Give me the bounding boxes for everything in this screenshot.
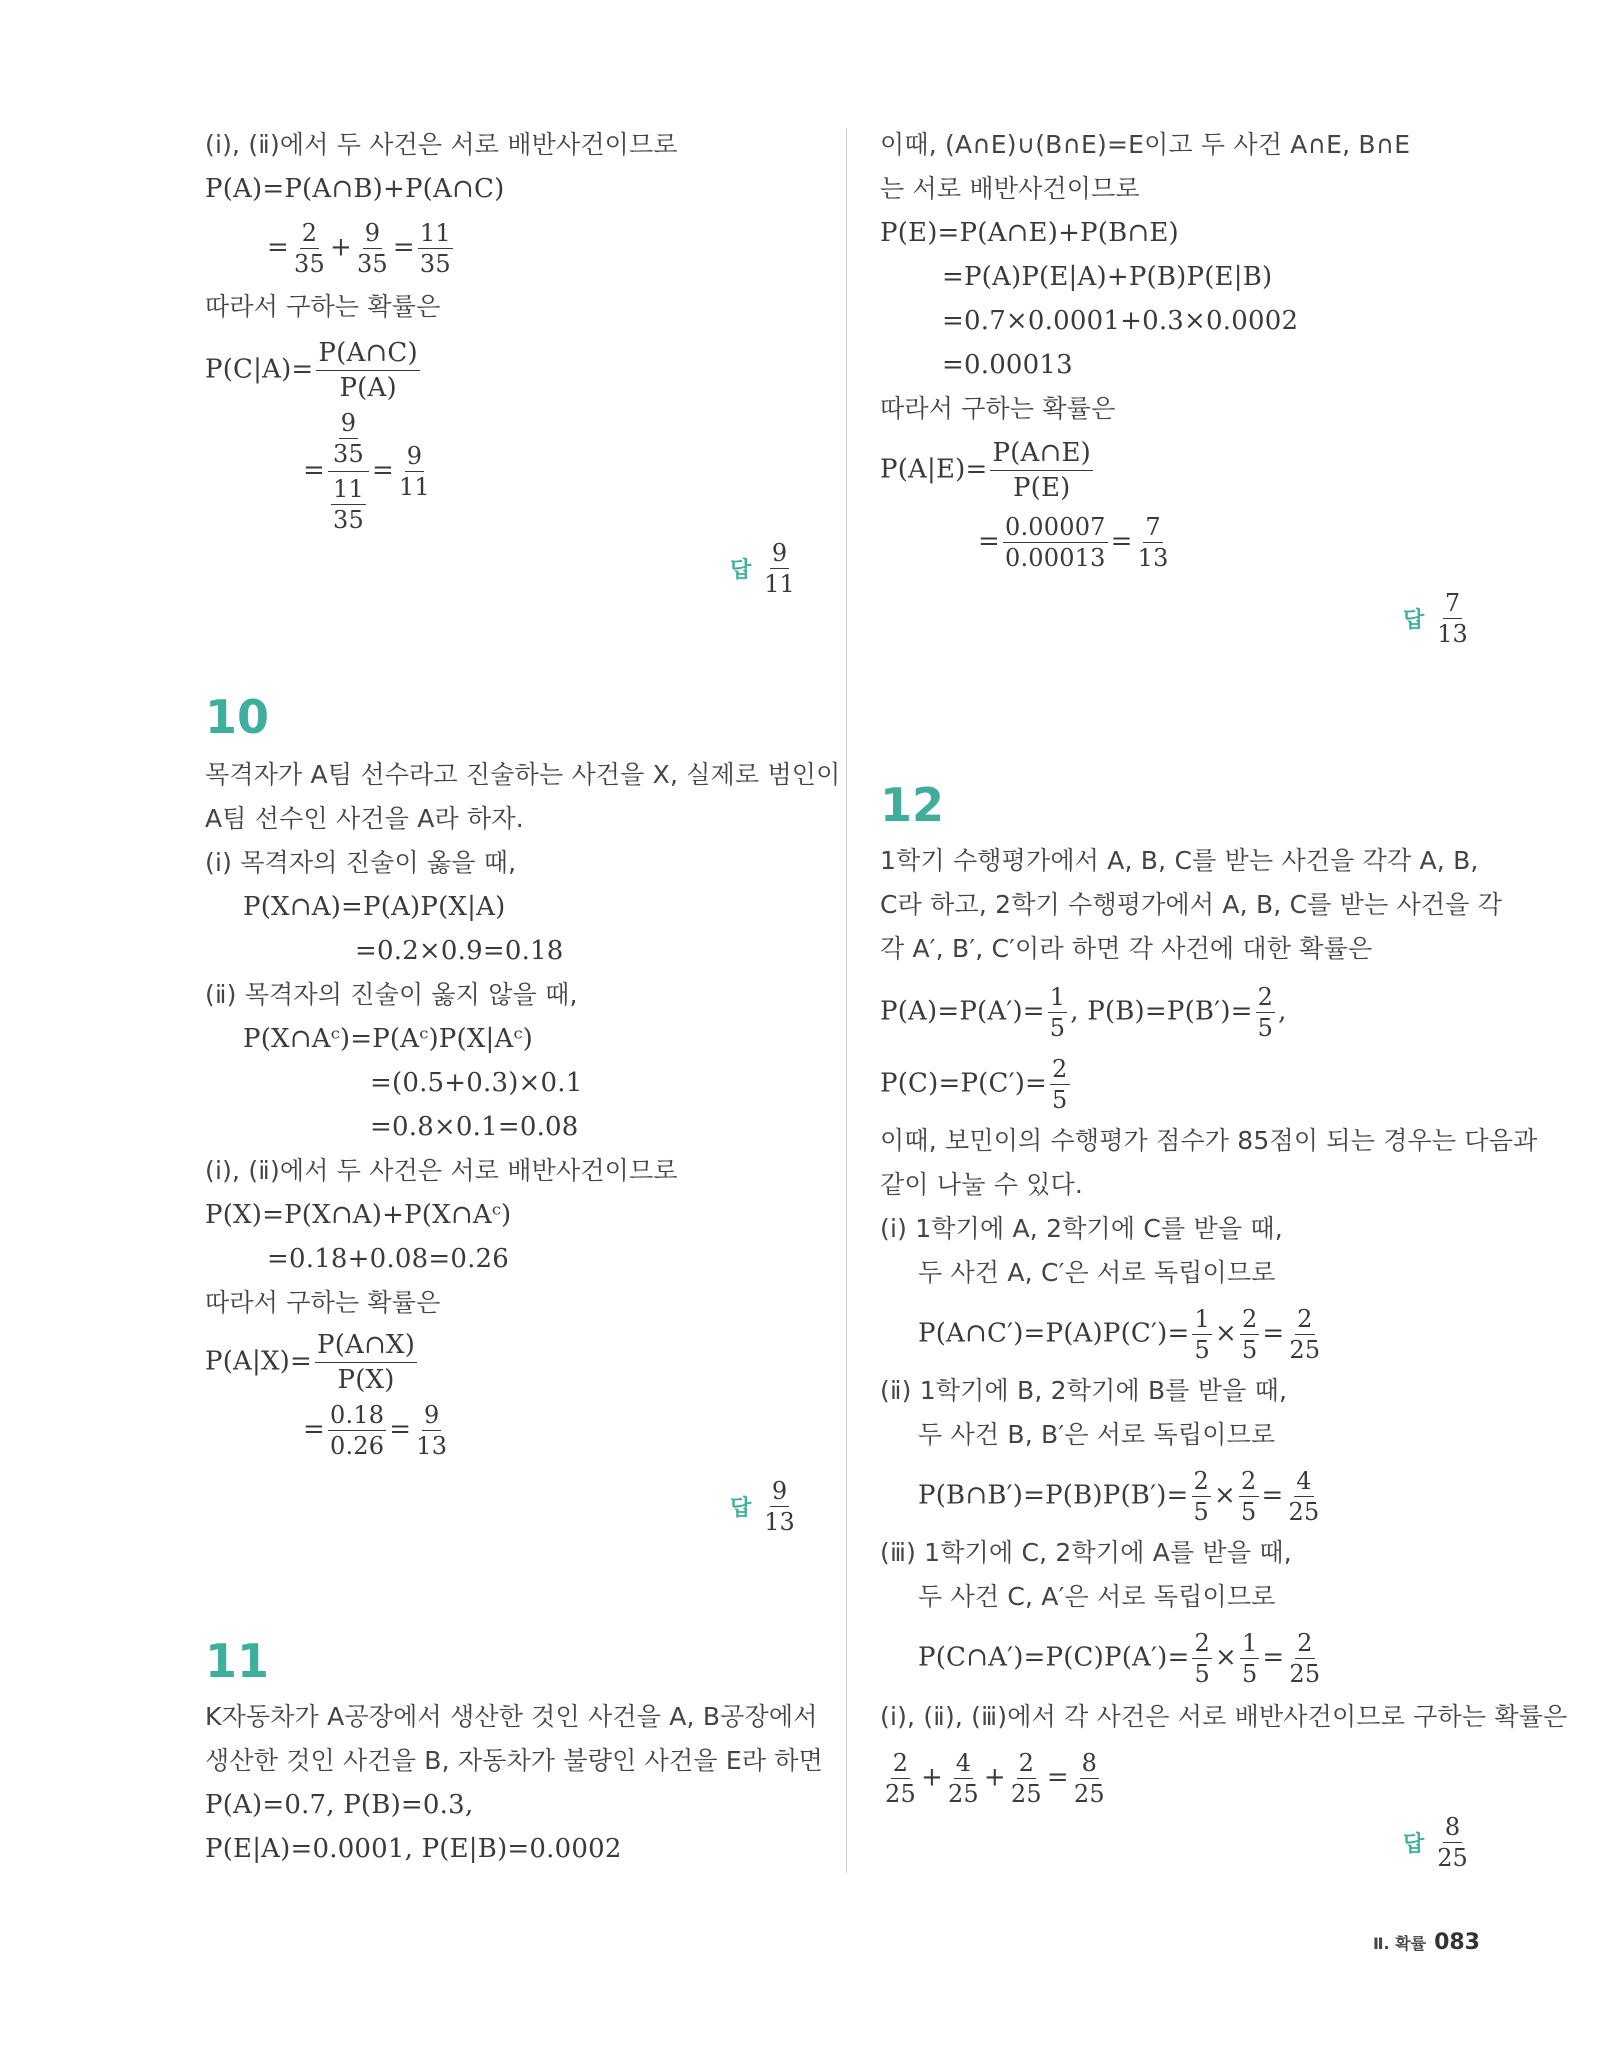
equation-line: P(C|A)= $\frac{P(A\cap C)}{P(A)}$ bbox=[205, 338, 418, 403]
equation-line: =0.18+0.08=0.26 bbox=[267, 1244, 510, 1274]
equation-line: P(A∩C′)=P(A)P(C′)= $\frac{1}{5}$ × $\frac{2}{5}$ = $\frac{2}{25}$ bbox=[918, 1305, 1321, 1364]
text-line: (ⅰ) 1학기에 A, 2학기에 C를 받을 때, bbox=[880, 1214, 1283, 1243]
text-line: 두 사건 B, B′은 서로 독립이므로 bbox=[918, 1420, 1276, 1449]
problem-number: 12 bbox=[880, 778, 945, 832]
answer-mark: 답 bbox=[730, 558, 752, 583]
text-line: 두 사건 C, A′은 서로 독립이므로 bbox=[918, 1582, 1276, 1611]
equation-line: P(X∩A)=P(A)P(X|A) bbox=[243, 892, 506, 922]
equation-line: = $\frac{2}{35}$ + $\frac{9}{35}$ = $\frac{11}{35}$ bbox=[267, 219, 451, 278]
equation-line: =0.7×0.0001+0.3×0.0002 bbox=[942, 306, 1299, 336]
text-line: 생산한 것인 사건을 B, 자동차가 불량인 사건을 E라 하면 bbox=[205, 1746, 824, 1775]
text-line: 따라서 구하는 확률은 bbox=[205, 1288, 441, 1317]
problem-number: 10 bbox=[205, 690, 270, 744]
answer-box: 답 $\frac{8}{25}$ bbox=[1403, 1813, 1468, 1872]
answer-box: 답 $\frac{9}{13}$ bbox=[730, 1477, 795, 1536]
text-line: (ⅱ) 1학기에 B, 2학기에 B를 받을 때, bbox=[880, 1376, 1288, 1405]
text-line: 이때, 보민이의 수행평가 점수가 85점이 되는 경우는 다음과 bbox=[880, 1126, 1538, 1155]
equation-line: P(X∩Aᶜ)=P(Aᶜ)P(X|Aᶜ) bbox=[243, 1024, 534, 1054]
page-footer bbox=[1373, 1930, 1480, 1955]
text-line: (ⅱ) 목격자의 진술이 옳지 않을 때, bbox=[205, 980, 578, 1009]
equation-line: $\frac{2}{25}$ + $\frac{4}{25}$ + $\frac{2}{25}$ = $\frac{8}{25}$ bbox=[885, 1749, 1105, 1808]
equation-line: P(E)=P(A∩E)+P(B∩E) bbox=[880, 218, 1179, 248]
equation-line: P(X)=P(X∩A)+P(X∩Aᶜ) bbox=[205, 1200, 512, 1230]
text-line: (ⅰ), (ⅱ), (ⅲ)에서 각 사건은 서로 배반사건이므로 구하는 확률은 bbox=[880, 1702, 1568, 1731]
equation-line: P(A)=0.7, P(B)=0.3, bbox=[205, 1790, 474, 1820]
text-line: 1학기 수행평가에서 A, B, C를 받는 사건을 각각 A, B, bbox=[880, 846, 1479, 875]
equation-line: = $\frac{0.00007}{0.00013}$ = $\frac{7}{13}$ bbox=[978, 513, 1169, 572]
equation-line: = $\frac{\frac{9}{35}}{\frac{11}{35}}$ = $\frac{9}{11}$ bbox=[303, 409, 430, 534]
text-line: 두 사건 A, C′은 서로 독립이므로 bbox=[918, 1258, 1276, 1287]
equation-line: =P(A)P(E|A)+P(B)P(E|B) bbox=[942, 262, 1273, 292]
equation-line: P(A|X)= $\frac{P(A\cap X)}{P(X)}$ bbox=[205, 1330, 416, 1395]
text-line: A팀 선수인 사건을 A라 하자. bbox=[205, 804, 524, 833]
chapter-label: Ⅱ. 확률 bbox=[1372, 1934, 1427, 1953]
column-divider bbox=[846, 128, 847, 1873]
answer-box: 답 $\frac{9}{11}$ bbox=[730, 539, 795, 598]
text-line: 따라서 구하는 확률은 bbox=[205, 292, 441, 321]
equation-line: =0.00013 bbox=[942, 350, 1073, 380]
equation-line: P(A|E)= $\frac{P(A\cap E)}{P(E)}$ bbox=[880, 438, 1092, 503]
text-line: 각 A′, B′, C′이라 하면 각 사건에 대한 확률은 bbox=[880, 934, 1373, 963]
answer-box: 답 $\frac{7}{13}$ bbox=[1403, 589, 1468, 648]
text-line: (ⅰ), (ⅱ)에서 두 사건은 서로 배반사건이므로 bbox=[205, 1156, 678, 1185]
equation-line: P(B∩B′)=P(B)P(B′)= $\frac{2}{5}$ × $\frac{2}{5}$ = $\frac{4}{25}$ bbox=[918, 1467, 1320, 1526]
answer-mark: 답 bbox=[730, 1496, 752, 1521]
text-line: (ⅰ), (ⅱ)에서 두 사건은 서로 배반사건이므로 bbox=[205, 130, 678, 159]
equation-line: = $\frac{0.18}{0.26}$ = $\frac{9}{13}$ bbox=[303, 1401, 448, 1460]
answer-mark: 답 bbox=[1403, 608, 1425, 633]
text-line: K자동차가 A공장에서 생산한 것인 사건을 A, B공장에서 bbox=[205, 1702, 818, 1731]
problem-number: 11 bbox=[205, 1634, 270, 1688]
equation-line: =0.2×0.9=0.18 bbox=[355, 936, 564, 966]
text-line: (ⅲ) 1학기에 C, 2학기에 A를 받을 때, bbox=[880, 1538, 1292, 1567]
answer-mark: 답 bbox=[1403, 1832, 1425, 1857]
equation-line: P(A)=P(A∩B)+P(A∩C) bbox=[205, 174, 505, 204]
text-line: 이때, (A∩E)∪(B∩E)=E이고 두 사건 A∩E, B∩E bbox=[880, 130, 1411, 159]
equation-line: P(E|A)=0.0001, P(E|B)=0.0002 bbox=[205, 1834, 622, 1864]
text-line: (ⅰ) 목격자의 진술이 옳을 때, bbox=[205, 848, 517, 877]
equation-line: P(C)=P(C′)= $\frac{2}{5}$ bbox=[880, 1055, 1068, 1114]
text-line: 목격자가 A팀 선수라고 진술하는 사건을 X, 실제로 범인이 bbox=[205, 760, 841, 789]
page-number: 083 bbox=[1434, 1930, 1480, 1955]
text-line: 따라서 구하는 확률은 bbox=[880, 394, 1116, 423]
equation-line: P(A)=P(A′)= $\frac{1}{5}$ , P(B)=P(B′)= $\frac{2}{5}$ , bbox=[880, 983, 1287, 1042]
text-line: 는 서로 배반사건이므로 bbox=[880, 174, 1140, 203]
text-line: 같이 나눌 수 있다. bbox=[880, 1170, 1084, 1199]
text-line: C라 하고, 2학기 수행평가에서 A, B, C를 받는 사건을 각 bbox=[880, 890, 1503, 919]
equation-line: =0.8×0.1=0.08 bbox=[370, 1112, 579, 1142]
equation-line: P(C∩A′)=P(C)P(A′)= $\frac{2}{5}$ × $\frac{1}{5}$ = $\frac{2}{25}$ bbox=[918, 1629, 1321, 1688]
equation-line: =(0.5+0.3)×0.1 bbox=[370, 1068, 583, 1098]
